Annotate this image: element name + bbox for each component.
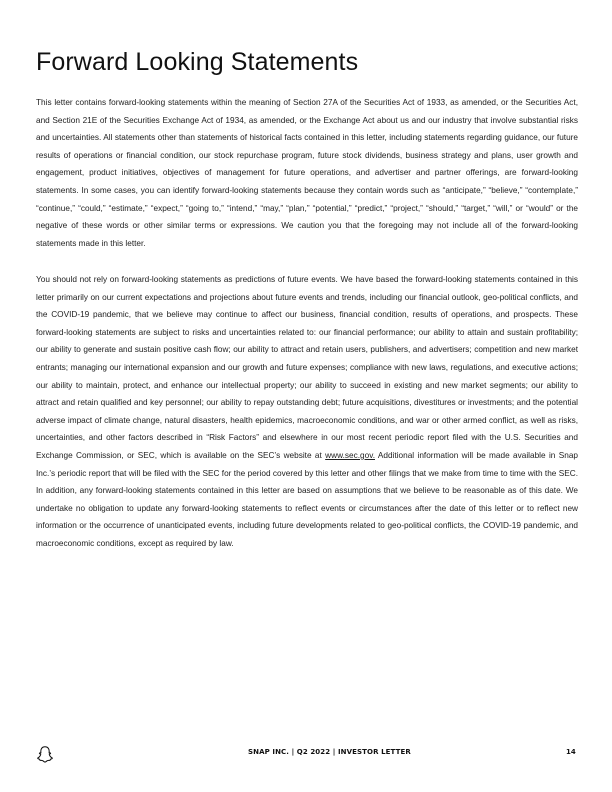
footer-document-label: SNAP INC. | Q2 2022 | INVESTOR LETTER (248, 748, 411, 756)
paragraph-reliance-caution (36, 271, 578, 553)
paragraph-text-continued: Additional information will be made available in Snap Inc.’s periodic report that will be filed with the SEC for the period covered by this letter and other filings that we make from time to time with the SEC. In addition, any forward-looking statements contained in this letter are based on assumptions that we believe to be reasonable as of this date. We undertake no obligation to update any forward-looking statements to reflect events or circumstances after the date of this letter or to reflect new information or the occurrence of unanticipated events, including future developments related to geo-political conflicts, the COVID-19 pandemic, and macroeconomic conditions, except as required by law. (36, 450, 578, 548)
page-title: Forward Looking Statements (36, 48, 359, 76)
paragraph-text: You should not rely on forward-looking statements as predictions of future events. We have based the forward-looking statements contained in this letter primarily on our current expectations and projections about future events and trends, including our financial outlook, geo-political conflicts, and the COVID-19 pandemic, that we believe may continue to affect our business, financial condition, results of operations, and prospects. These forward-looking statements are subject to risks and uncertainties related to: our financial performance; our ability to attain and sustain profitability; our ability to generate and sustain positive cash flow; our ability to attract and retain users, publishers, and advertisers; competition and new market entrants; managing our international expansion and our growth and future expenses; compliance with new laws, regulations, and executive actions; our ability to maintain, protect, and enhance our intellectual property; our ability to succeed in existing and new market segments; our ability to attract and retain qualified and key personnel; our ability to repay outstanding debt; future acquisitions, divestitures or investments; and the potential adverse impact of climate change, natural disasters, health epidemics, macroeconomic conditions, and war or other armed conflict, as well as risks, uncertainties, and other factors described in “Risk Factors” and elsewhere in our most recent periodic report filed with the U.S. Securities and Exchange Commission, or SEC, which is available on the SEC’s website at (36, 275, 578, 460)
page-number: 14 (566, 748, 576, 756)
sec-website-link[interactable]: www.sec.gov. (325, 450, 375, 460)
paragraph-forward-looking-intro (36, 94, 578, 252)
paragraph-text: This letter contains forward-looking statements within the meaning of Section 27A of the Securities Act of 1933, as amended, or the Securities Act, and Section 21E of the Securities Exchange Act of 1934, as amended, or the Exchange Act about us and our industry that involve substantial risks and uncertainties. All statements other than statements of historical facts contained in this letter, including statements regarding guidance, our future results of operations or financial condition, our stock repurchase program, future stock dividends, business strategy and plans, user growth and engagement, product initiatives, objectives of management for future operations, and advertiser and partner offerings, are forward-looking statements. In some cases, you can identify forward-looking statements because they contain words such as “anticipate,” “believe,” “contemplate,” “continue,” “could,” “estimate,” “expect,” “going to,” “intend,” “may,” “plan,” “potential,” “predict,” “project,” “should,” “target,” “will,” or “would” or the negative of these words or other similar terms or expressions. We caution you that the foregoing may not include all of the forward-looking statements made in this letter. (36, 98, 578, 248)
snapchat-ghost-icon (36, 745, 54, 765)
